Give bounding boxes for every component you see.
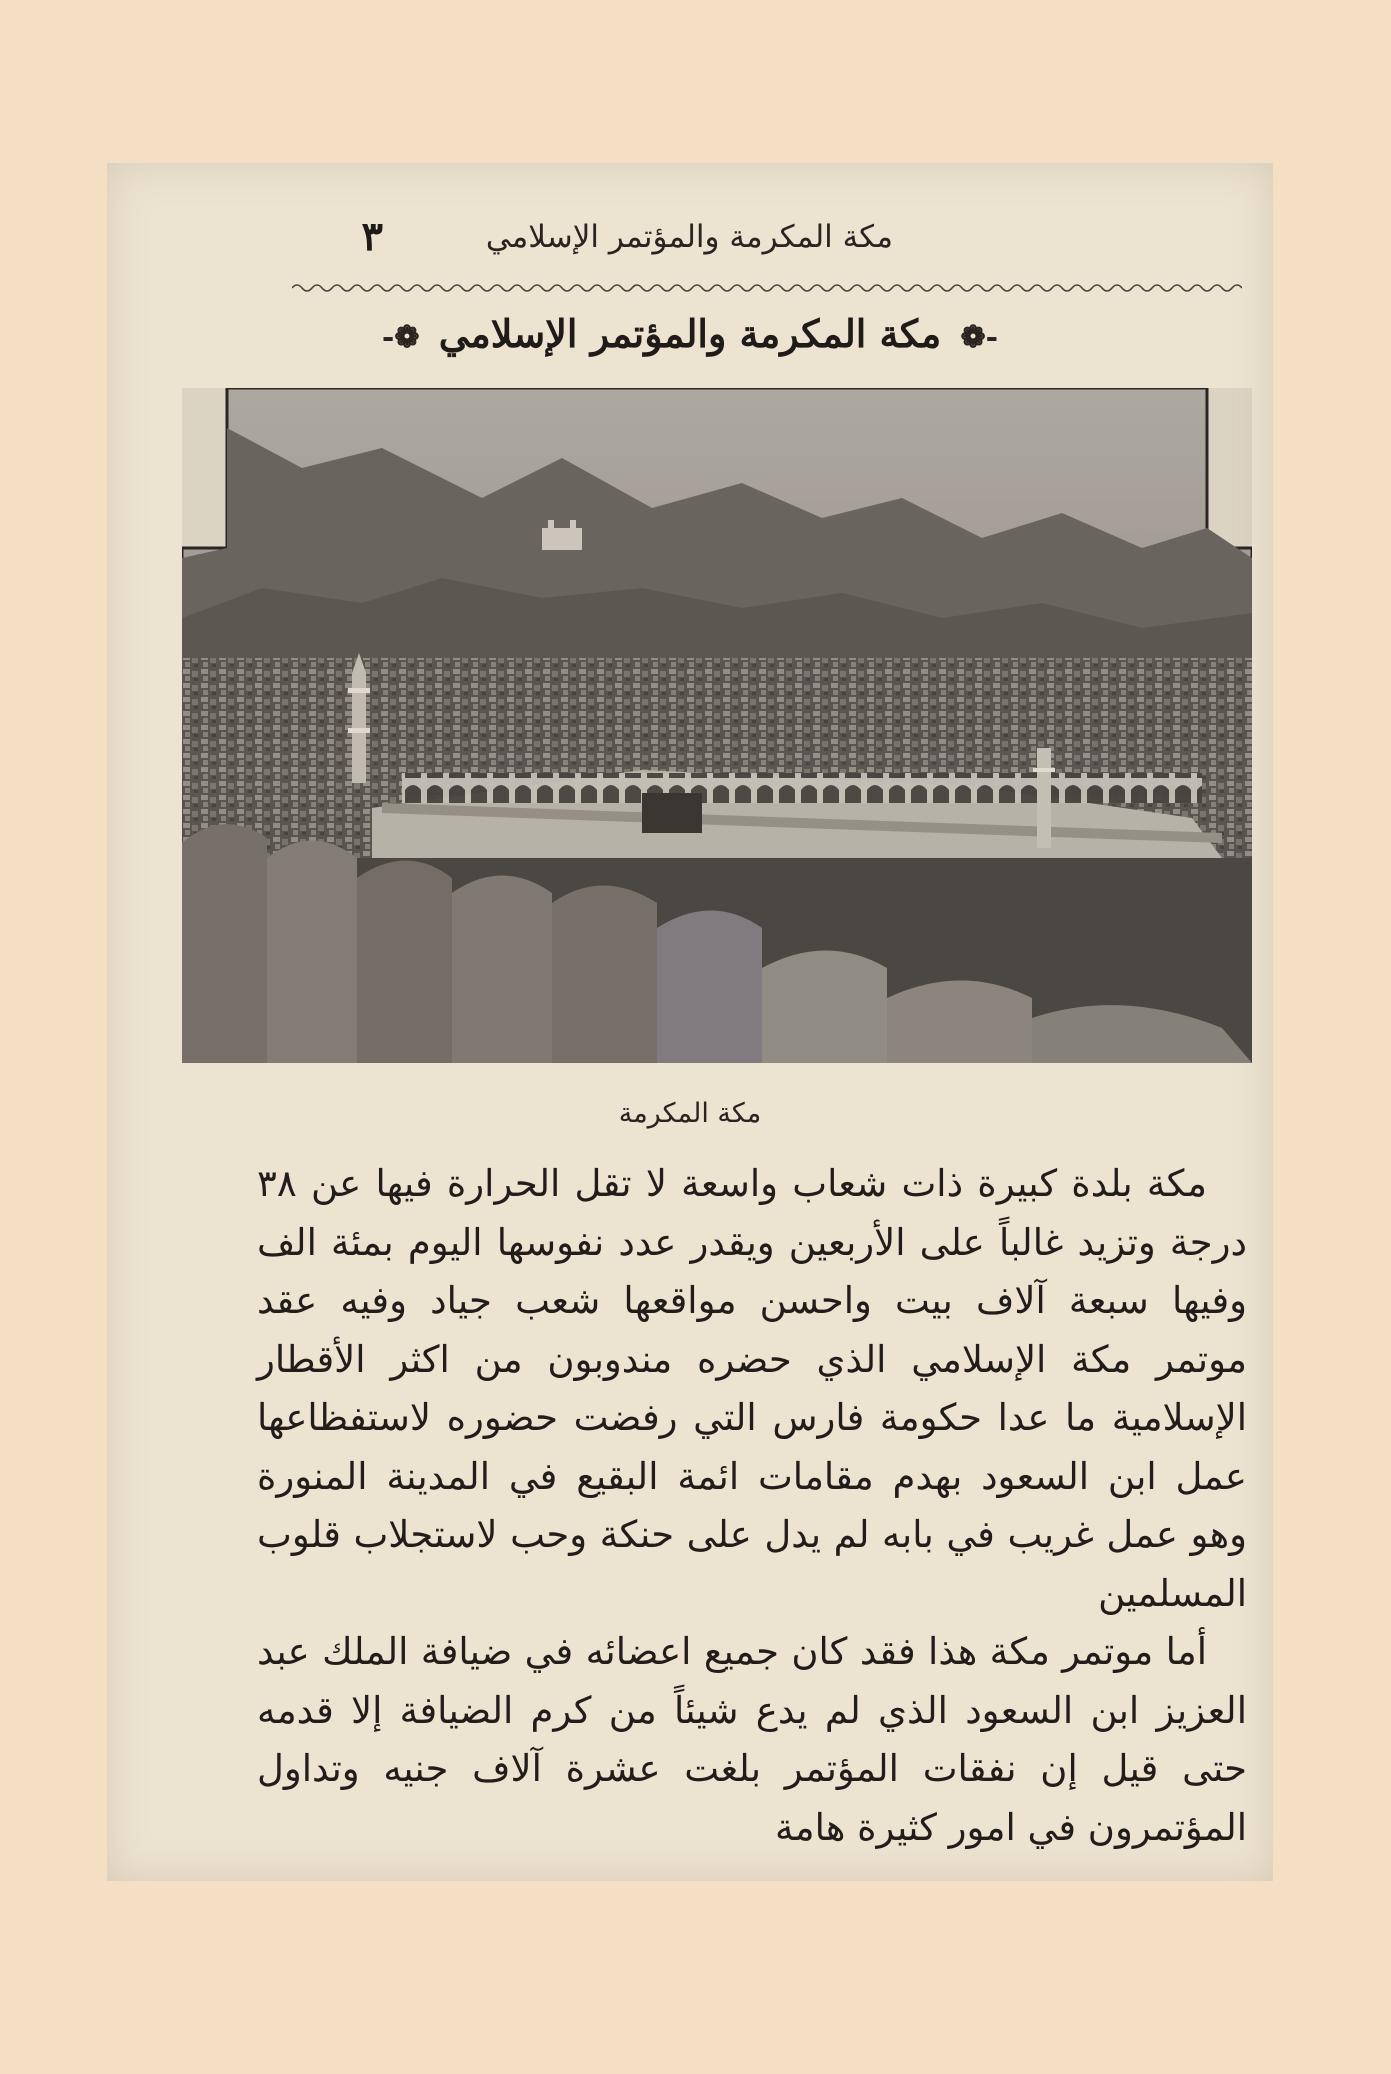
paragraph: أما موتمر مكة هذا فقد كان جميع اعضائه في ضيافة الملك عبد العزيز ابن السعود الذي لم يدع شيئاً من كرم الضيافة إلا قدمه حتى قيل إن نفقات المؤتمر بلغت عشرة آلاف جنيه وتداول المؤتمرون في امور كثيرة هامة (257, 1630, 1247, 1849)
book-page (107, 163, 1273, 1881)
ornament-left: ❁- (381, 320, 420, 355)
running-title: مكة المكرمة والمؤتمر الإسلامي (485, 219, 893, 255)
paragraph: مكة بلدة كبيرة ذات شعاب واسعة لا تقل الحرارة فيها عن ٣٨ درجة وتزيد غالباً على الأربعين ويقدر عدد نفوسها اليوم بمئة الف وفيها سبعة آلاف بيت واحسن مواقعها شعب جياد وفيه عقد موتمر مكة الإسلامي الذي حضره مندوبون من اكثر الأقطار الإسلامية ما عدا حكومة فارس التي رفضت حضوره لاستفظاعها عمل ابن السعود بهدم مقامات ائمة البقيع في المدينة المنورة وهو عمل غريب في بابه لم يدل على حنكة وحب لاستجلاب قلوب المسلمين (257, 1162, 1247, 1615)
ornament-right: -❁ (960, 320, 999, 355)
article-body (257, 1155, 1247, 1857)
wavy-divider (292, 282, 1242, 294)
page-number: ٣ (361, 213, 383, 260)
section-heading (107, 311, 1273, 356)
mecca-panorama-photo (182, 388, 1252, 1063)
running-head (107, 213, 1273, 273)
section-heading-text: مكة المكرمة والمؤتمر الإسلامي (438, 311, 942, 356)
photo-caption: مكة المكرمة (618, 1098, 762, 1129)
